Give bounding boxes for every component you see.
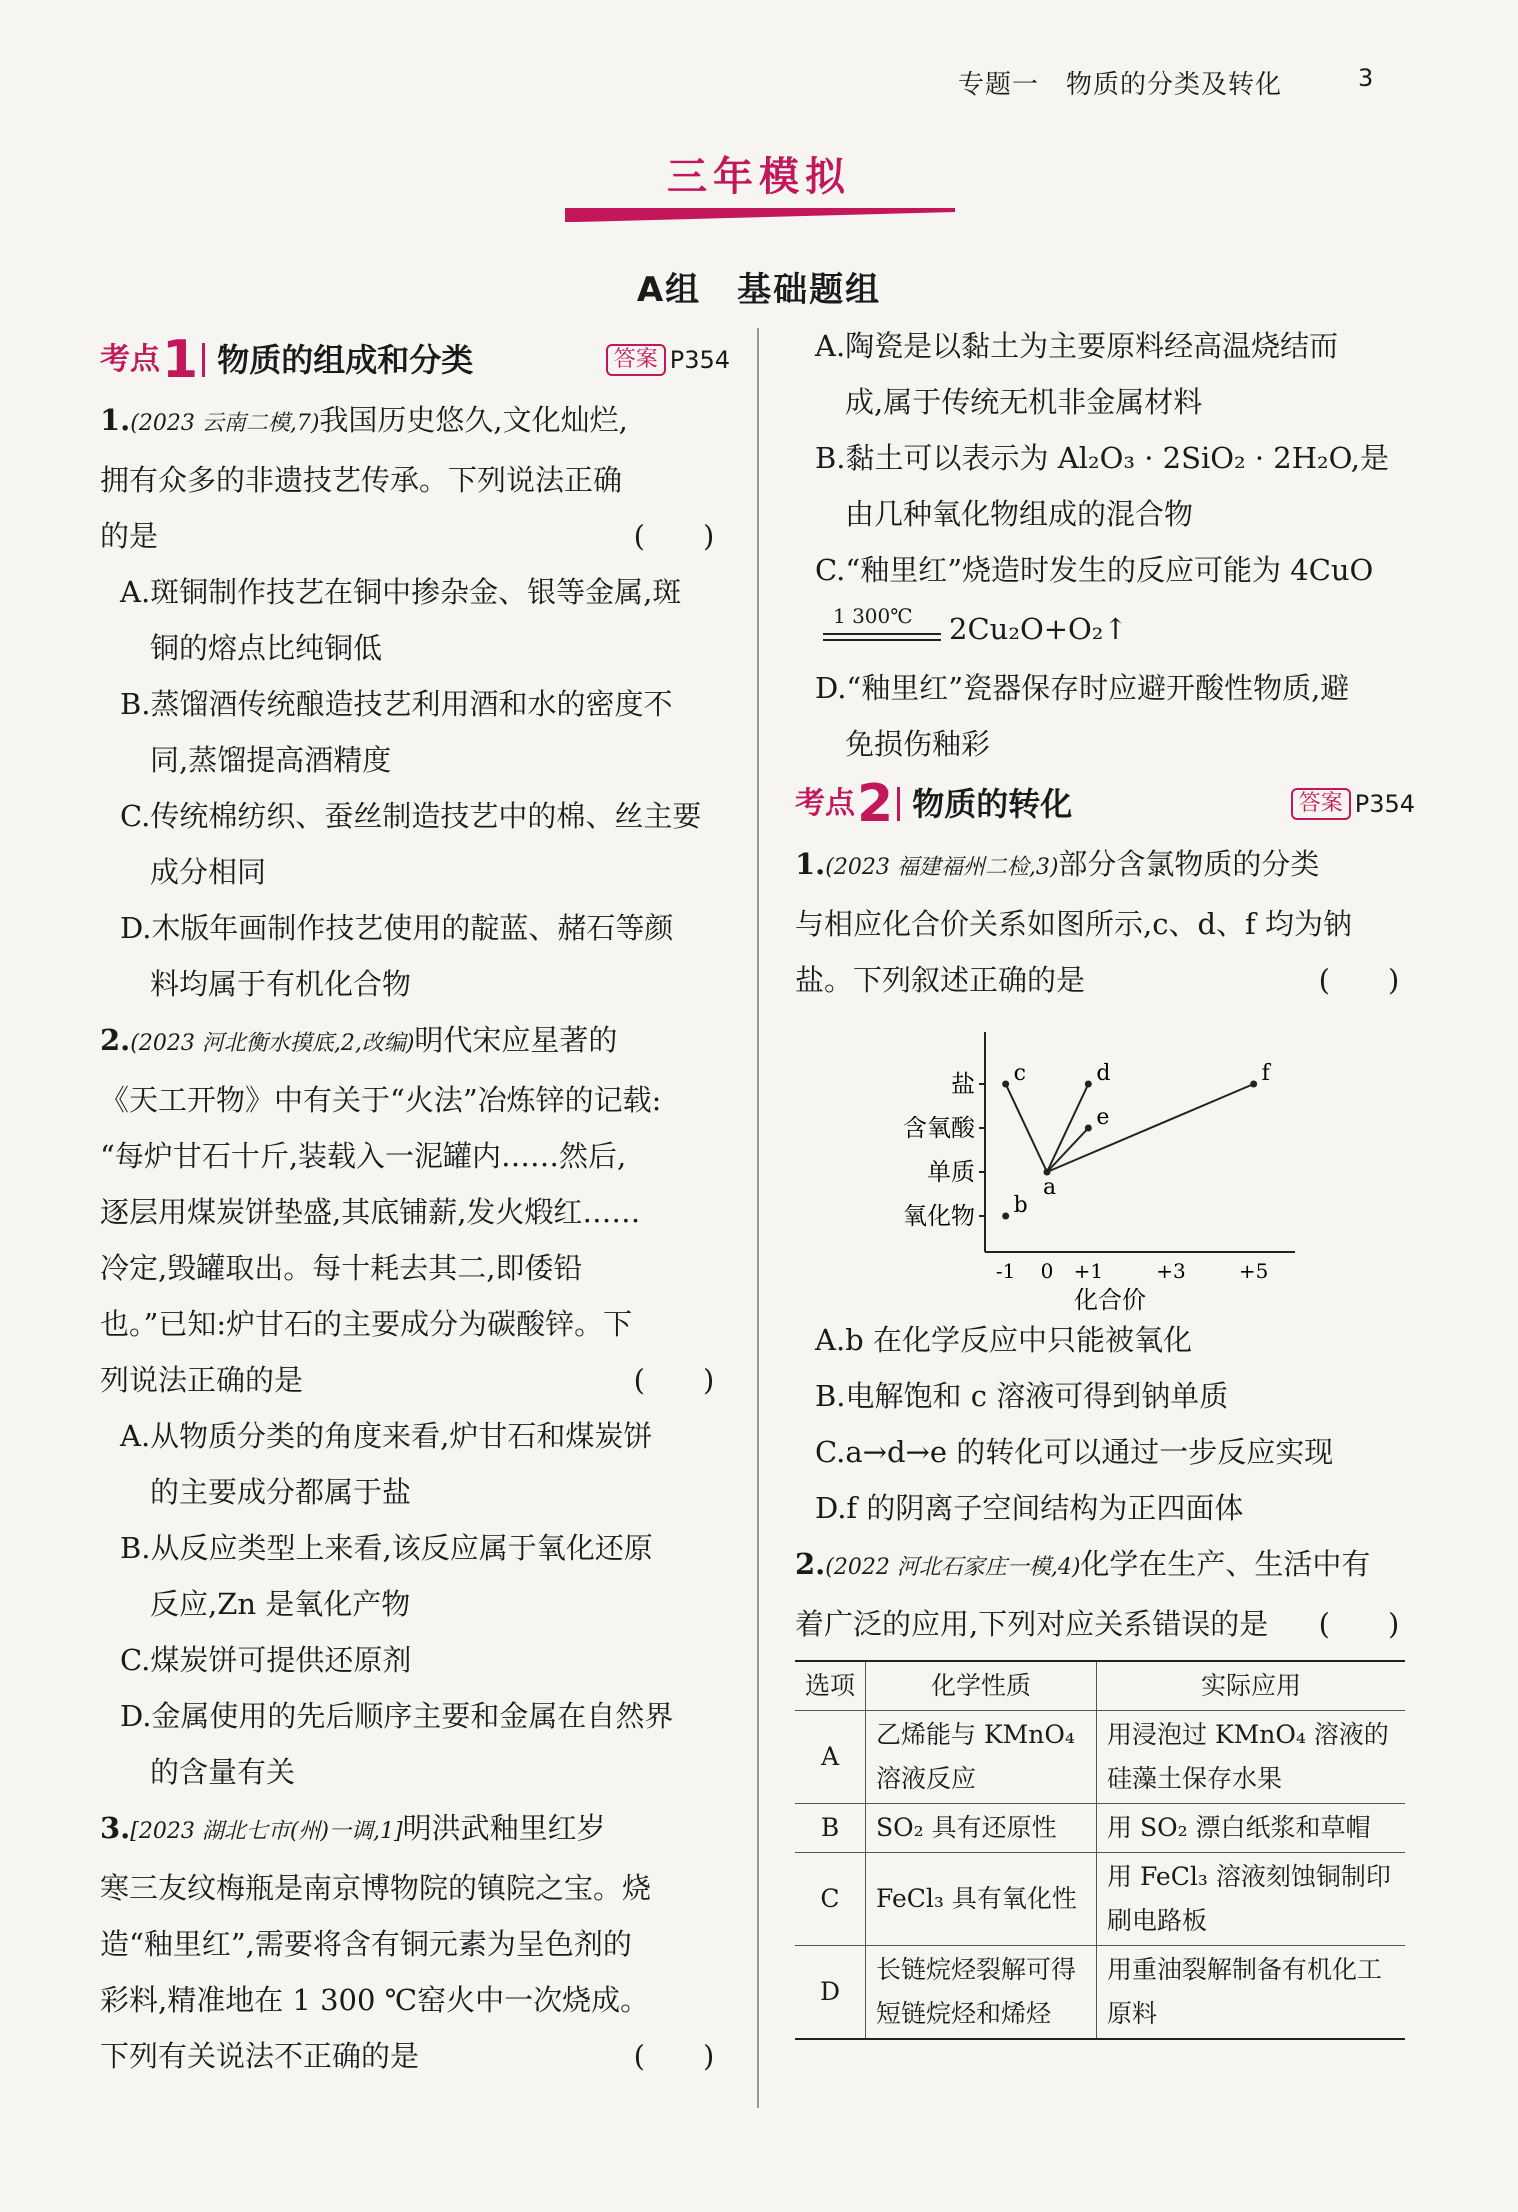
data-point-b	[1002, 1213, 1009, 1220]
y-tick-label: 单质	[927, 1158, 975, 1186]
table-cell: 长链烷烃裂解可得短链烷烃和烯烃	[866, 1946, 1097, 2040]
table-cell: FeCl₃ 具有氧化性	[866, 1853, 1097, 1946]
table-cell: 用 FeCl₃ 溶液刻蚀铜制印刷电路板	[1097, 1853, 1406, 1946]
option-c: C.“釉里红”烧造时发生的反应可能为 4CuO	[815, 553, 1374, 587]
question-source: (2023 福建福州二检,3)	[825, 855, 1059, 880]
section-header-1	[100, 328, 730, 392]
question-1-stem-line: 拥有众多的非遗技艺传承。下列说法正确	[100, 463, 623, 497]
y-tick-label: 含氧酸	[903, 1114, 975, 1142]
answer-tag: 答案	[1291, 788, 1351, 820]
option-d-cont: 免损伤釉彩	[845, 727, 991, 761]
point-label-c: c	[1013, 1061, 1026, 1086]
question-2	[100, 1012, 730, 1072]
stem-text: 列说法正确的是	[100, 1363, 304, 1397]
table-cell: D	[795, 1946, 866, 2040]
option-c-cont: 成分相同	[150, 855, 267, 889]
point-label-d: d	[1096, 1061, 1111, 1086]
question-1-stem-line: 与相应化合价关系如图所示,c、d、f 均为钠	[795, 907, 1352, 941]
option-a-cont: 成,属于传统无机非金属材料	[845, 385, 1203, 419]
option-c: C.煤炭饼可提供还原剂	[120, 1643, 412, 1677]
question-stem: 部分含氯物质的分类	[1058, 847, 1320, 881]
question-2-stem-line	[100, 1352, 730, 1408]
section-title: 物质的组成和分类	[217, 341, 474, 379]
x-tick-label: -1	[995, 1259, 1016, 1283]
question-1	[795, 836, 1415, 896]
table-cell: B	[795, 1804, 866, 1853]
option-b: B.电解饱和 c 溶液可得到钠单质	[815, 1379, 1229, 1413]
stem-text: 下列有关说法不正确的是	[100, 2039, 420, 2073]
option-d: D.f 的阴离子空间结构为正四面体	[815, 1491, 1244, 1525]
data-point-f	[1250, 1081, 1257, 1088]
table-header-row	[795, 1661, 1405, 1711]
option-a: A.b 在化学反应中只能被氧化	[815, 1323, 1192, 1357]
reaction-equation	[823, 598, 1415, 660]
option-a-cont: 铜的熔点比纯铜低	[150, 631, 383, 665]
question-number: 1.	[795, 847, 826, 881]
section-label: 考点	[795, 786, 855, 821]
connector-line	[1047, 1084, 1254, 1172]
answer-blank: ( )	[1318, 1607, 1400, 1641]
table-row	[795, 1804, 1405, 1853]
column-header: 实际应用	[1097, 1661, 1406, 1711]
stem-text: 的是	[100, 519, 159, 553]
question-source: [2023 湖北七市(州)一调,1]	[130, 1819, 403, 1844]
question-stem: 化学在生产、生活中有	[1080, 1547, 1371, 1581]
option-b-cont: 反应,Zn 是氧化产物	[150, 1587, 411, 1621]
answer-page: P354	[669, 346, 730, 374]
option-c: C.传统棉纺织、蚕丝制造技艺中的棉、丝主要	[120, 799, 702, 833]
question-stem: 明洪武釉里红岁	[402, 1811, 606, 1845]
option-d-cont: 的含量有关	[150, 1755, 296, 1789]
point-label-f: f	[1261, 1061, 1270, 1086]
x-tick-label: +1	[1073, 1259, 1104, 1283]
question-source: (2023 河北衡水摸底,2,改编)	[130, 1031, 415, 1056]
option-c: C.a→d→e 的转化可以通过一步反应实现	[815, 1435, 1334, 1469]
reaction-condition: 1 300℃	[833, 604, 913, 628]
option-b: B.黏土可以表示为 Al₂O₃ · 2SiO₂ · 2H₂O,是	[815, 441, 1389, 475]
question-source: (2023 云南二模,7)	[130, 411, 320, 436]
section-label: 考点	[100, 342, 160, 377]
stem-text: 着广泛的应用,下列对应关系错误的是	[795, 1607, 1269, 1641]
data-point-e	[1085, 1125, 1092, 1132]
page-number: 3	[1358, 64, 1374, 92]
question-3	[100, 1800, 730, 1860]
table-row	[795, 1711, 1405, 1804]
option-b-cont: 同,蒸馏提高酒精度	[150, 743, 392, 777]
answer-blank: ( )	[633, 2039, 715, 2073]
answer-page: P354	[1354, 790, 1415, 818]
question-source: (2022 河北石家庄一模,4)	[825, 1555, 1081, 1580]
option-a: A.斑铜制作技艺在铜中掺杂金、银等金属,斑	[120, 575, 682, 609]
question-1-stem-line	[795, 952, 1415, 1008]
option-d: D.木版年画制作技艺使用的靛蓝、赭石等颜	[120, 911, 674, 945]
table-cell: 用浸泡过 KMnO₄ 溶液的硅藻土保存水果	[1097, 1711, 1406, 1804]
data-point-c	[1002, 1081, 1009, 1088]
point-label-a: a	[1043, 1175, 1057, 1200]
group-title: A组 基础题组	[636, 270, 882, 310]
column-header: 化学性质	[866, 1661, 1097, 1711]
chlorine-valence-chart	[795, 1012, 1415, 1312]
table-cell: 乙烯能与 KMnO₄ 溶液反应	[866, 1711, 1097, 1804]
answer-reference[interactable]	[1291, 776, 1415, 832]
data-point-d	[1085, 1081, 1092, 1088]
option-b-cont: 由几种氧化物组成的混合物	[845, 497, 1194, 531]
options-table	[795, 1660, 1405, 2040]
option-d-cont: 料均属于有机化合物	[150, 967, 412, 1001]
column-header: 选项	[795, 1661, 866, 1711]
section-title: 物质的转化	[912, 785, 1073, 823]
page-title: 三年模拟	[667, 154, 851, 200]
section-number: 1	[162, 330, 199, 390]
x-tick-label: +3	[1156, 1259, 1186, 1283]
question-2-stem-line: 《天工开物》中有关于“火法”冶炼锌的记载:	[100, 1083, 662, 1117]
question-number: 2.	[795, 1547, 826, 1581]
y-tick-label: 氧化物	[903, 1202, 975, 1230]
table-row	[795, 1946, 1405, 2040]
y-tick-label: 盐	[951, 1070, 975, 1098]
question-3-stem-line: 造“釉里红”,需要将含有铜元素为呈色剂的	[100, 1927, 632, 1961]
table-cell: 用重油裂解制备有机化工原料	[1097, 1946, 1406, 2040]
question-1-stem-line	[100, 508, 730, 564]
title-underline	[565, 208, 955, 222]
x-axis-label: 化合价	[1074, 1286, 1146, 1312]
question-2-stem-line: 也。”已知:炉甘石的主要成分为碳酸锌。下	[100, 1307, 633, 1341]
chart-svg	[795, 1012, 1415, 1312]
section-header-2	[795, 772, 1415, 836]
question-3-stem-line: 寒三友纹梅瓶是南京博物院的镇院之宝。烧	[100, 1871, 652, 1905]
answer-blank: ( )	[633, 519, 715, 553]
question-number: 2.	[100, 1023, 131, 1057]
answer-reference[interactable]	[606, 332, 730, 388]
question-1	[100, 392, 730, 452]
option-b: B.蒸馏酒传统酿造技艺利用酒和水的密度不	[120, 687, 673, 721]
question-stem: 明代宋应星著的	[414, 1023, 618, 1057]
answer-tag: 答案	[606, 344, 666, 376]
point-label-b: b	[1013, 1193, 1028, 1218]
question-number: 1.	[100, 403, 131, 437]
right-column	[795, 318, 1415, 2040]
table-cell: SO₂ 具有还原性	[866, 1804, 1097, 1853]
connector-line	[1047, 1084, 1088, 1172]
option-a-cont: 的主要成分都属于盐	[150, 1475, 412, 1509]
question-2-stem-line: 冷定,毁罐取出。每十耗去其二,即倭铅	[100, 1251, 583, 1285]
left-column	[100, 328, 730, 2084]
option-a: A.陶瓷是以黏土为主要原料经高温烧结而	[815, 329, 1339, 363]
question-3-stem-line: 彩料,精准地在 1 300 ℃窑火中一次烧成。	[100, 1983, 650, 2017]
reaction-condition-arrow	[823, 604, 941, 649]
section-number: 2	[857, 774, 894, 834]
question-2-stem-line: “每炉甘石十斤,装载入一泥罐内……然后,	[100, 1139, 627, 1173]
header-chapter: 专题一 物质的分类及转化	[958, 70, 1283, 100]
answer-blank: ( )	[1318, 963, 1400, 997]
option-d: D.“釉里红”瓷器保存时应避开酸性物质,避	[815, 671, 1350, 705]
connector-line	[1006, 1084, 1047, 1172]
table-cell: 用 SO₂ 漂白纸浆和草帽	[1097, 1804, 1406, 1853]
section-bar	[202, 343, 205, 377]
connector-line	[1047, 1128, 1088, 1172]
question-2	[795, 1536, 1415, 1596]
section-bar	[897, 787, 900, 821]
column-divider	[757, 328, 759, 2108]
question-3-stem-line	[100, 2028, 730, 2084]
x-tick-label: +5	[1238, 1259, 1269, 1283]
x-tick-label: 0	[1040, 1259, 1054, 1283]
option-d: D.金属使用的先后顺序主要和金属在自然界	[120, 1699, 674, 1733]
table-cell: A	[795, 1711, 866, 1804]
point-label-e: e	[1096, 1105, 1110, 1130]
option-a: A.从物质分类的角度来看,炉甘石和煤炭饼	[120, 1419, 653, 1453]
stem-text: 盐。下列叙述正确的是	[795, 963, 1086, 997]
table-cell: C	[795, 1853, 866, 1946]
question-2-stem-line: 逐层用煤炭饼垫盛,其底铺薪,发火煅红……	[100, 1195, 641, 1229]
option-b: B.从反应类型上来看,该反应属于氧化还原	[120, 1531, 653, 1565]
question-stem: 我国历史悠久,文化灿烂,	[319, 403, 628, 437]
answer-blank: ( )	[633, 1363, 715, 1397]
reaction-products: 2Cu₂O+O₂↑	[949, 612, 1128, 646]
question-2-stem-line	[795, 1596, 1415, 1652]
table-row	[795, 1853, 1405, 1946]
question-number: 3.	[100, 1811, 131, 1845]
